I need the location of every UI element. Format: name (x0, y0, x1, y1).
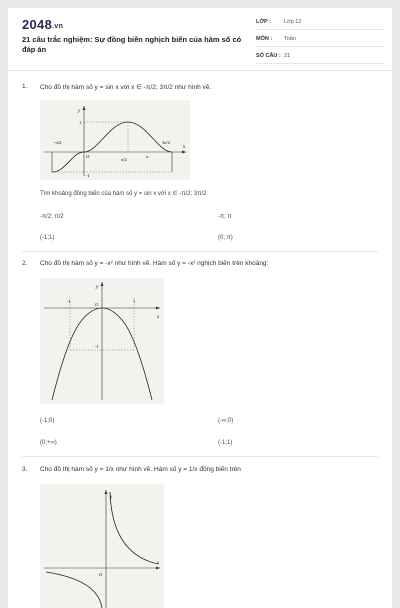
question-1-option-a[interactable]: -π/2; π/2 (40, 214, 64, 220)
tick-one-x: 1 (133, 299, 136, 304)
question-1-option-d[interactable]: (0; π) (218, 235, 233, 241)
question-divider (22, 251, 378, 252)
document-header (8, 8, 392, 71)
x-axis-label: x (157, 561, 160, 566)
meta-count: SỐ CÂU : 21 (256, 51, 384, 64)
y-axis-label: y (78, 109, 81, 114)
origin-label: O (99, 572, 103, 577)
question-1-subtext: Tìm khoảng đồng biến của hàm số y = sin x với x ∈ -π/2; 3π/2 (40, 191, 207, 197)
meta-subject: MÔN : Toán (256, 34, 384, 47)
sine-graph-figure (40, 100, 190, 180)
tick-3pi-2: 3π/2 (162, 140, 171, 145)
question-2-option-c[interactable]: (0;+∞) (40, 440, 57, 446)
tick-neg-pi-2: -π/2 (54, 140, 62, 145)
hyperbola-graph-figure (40, 484, 164, 608)
origin-label: O (95, 302, 99, 307)
tick-pi-2: π/2 (121, 157, 127, 162)
document-page: 2048.vn 21 câu trắc nghiệm: Sự đồng biến nghịch biến của hàm số có đáp án LỚP : Lớp 12 MÔN : Toán SỐ CÂU : 21 1. Cho đồ thị hàm số y = sin x với x ∈ -π/2; 3π/2 như hình vẽ. y x 1 -1 O -π/2 π/2 π 3π/2 Tìm khoảng đồng biến của hàm số y = sin x với x ∈ -π/2; 3π/2 -π/2; π/2 -π; π (-1;1) (0; π) 2. Cho đồ thị hàm số y = -x² như hình vẽ. Hàm số y = -x² nghịch biến trên khoảng: y x -1 1 -1 O (-1;0) (-∞;0) (0;+∞) (-1;1) 3. Cho đồ thị hàm số y = 1/x như hình vẽ. Hàm số y = 1/x đồng biến trên y x O (8, 8, 392, 608)
document-title: 21 câu trắc nghiệm: Sự đồng biến nghịch biến của hàm số có đáp án (22, 35, 242, 54)
question-2-option-d[interactable]: (-1;1) (218, 440, 233, 446)
y-axis-label: y (96, 285, 99, 290)
question-1-option-c[interactable]: (-1;1) (40, 235, 55, 241)
y-axis-label: y (110, 495, 113, 500)
tick-neg-one-y: -1 (95, 344, 99, 349)
origin-label: O (86, 154, 90, 159)
sine-graph (40, 100, 190, 180)
tick-one: 1 (79, 120, 82, 125)
parabola-graph-figure (40, 278, 164, 404)
meta-class: LỚP : Lớp 12 (256, 17, 384, 30)
question-2-option-a[interactable]: (-1;0) (40, 418, 55, 424)
site-logo[interactable]: 2048.vn (22, 17, 64, 32)
parabola-graph (40, 278, 164, 404)
hyperbola-graph (40, 484, 164, 608)
document-meta (256, 17, 384, 68)
question-divider (22, 456, 378, 457)
tick-neg-one-x: -1 (67, 299, 71, 304)
tick-neg-one: -1 (86, 173, 90, 178)
question-1-option-b[interactable]: -π; π (218, 214, 232, 220)
tick-pi: π (146, 154, 149, 159)
question-2-option-b[interactable]: (-∞;0) (218, 418, 234, 424)
x-axis-label: x (157, 315, 160, 320)
x-axis-label: x (183, 145, 186, 150)
